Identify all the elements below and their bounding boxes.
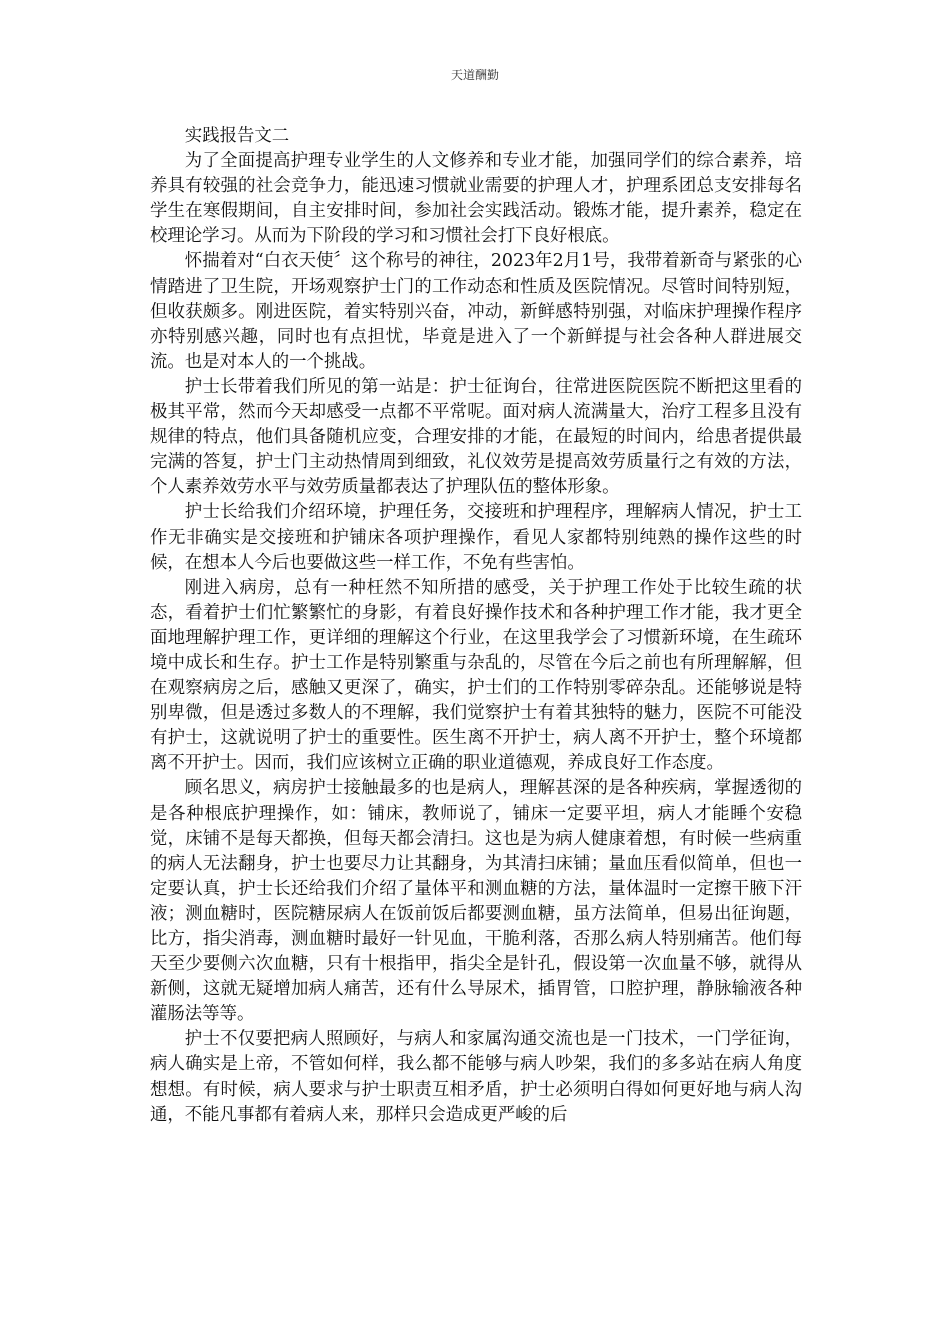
section-title: 实践报告文二 bbox=[184, 126, 290, 146]
document-body bbox=[150, 124, 802, 1128]
paragraph: 顾名思义，病房护士接触最多的也是病人，理解甚深的是各种疾病，掌握透彻的是各种根底护理操作，如：铺床，教师说了，铺床一定要平坦，病人才能睡个安稳觉，床铺不是每天都换，但每天都会清扫。这也是为病人健康着想，有时候一些病重的病人无法翻身，护士也要尽力让其翻身，为其清扫床铺；量血压看似简单，但也一定要认真，护士长还给我们介绍了量体平和测血糖的方法，量体温时一定擦干腋下汗液；测血糖时，医院糖尿病人在饭前饭后都要测血糖，虽方法简单，但易出征询题，比方，指尖消毒，测血糖时最好一针见血，干脆利落，否那么病人特别痛苦。他们每天至少要侧六次血糖，只有十根指甲，指尖全是针孔，假设第一次血量不够，就得从新侧，这就无疑增加病人痛苦，还有什么导尿术，插胃管，口腔护理，静脉输液各种灌肠法等等。 bbox=[150, 778, 802, 1025]
paragraph: 刚进入病房，总有一种枉然不知所措的感受，关于护理工作处于比较生疏的状态，看着护士们忙繁繁忙的身影，有着良好操作技术和各种护理工作才能，我才更全面地理解护理工作，更详细的理解这个行业，在这里我学会了习惯新环境，在生疏环境中成长和生存。护士工作是特别繁重与杂乱的，尽管在今后之前也有所理解解，但在观察病房之后，感触又更深了，确实，护士们的工作特别零碎杂乱。还能够说是特别卑微，但是透过多数人的不理解，我们觉察护士有着其独特的魅力，医院不可能没有护士，这就说明了护士的重要性。医生离不开护士，病人离不开护士，整个环境都离不开护士。因而，我们应该树立正确的职业道德观，养成良好工作态度。 bbox=[150, 577, 802, 774]
paragraph: 为了全面提高护理专业学生的人文修养和专业才能，加强同学们的综合素养，培养具有较强的社会竞争力，能迅速习惯就业需要的护理人才，护理系团总支安排每名学生在寒假期间，自主安排时间，参加社会实践活动。锻炼才能，提升素养，稳定在校理论学习。从而为下阶段的学习和习惯社会打下良好根底。 bbox=[150, 151, 802, 247]
paragraph: 护士长带着我们所见的第一站是：护士征询台，往常进医院医院不断把这里看的极其平常，然而今天却感受一点都不平常呢。面对病人流满量大，治疗工程多且没有规律的特点，他们具备随机应变，合理安排的才能，在最短的时间内，给患者提供最完满的答复，护士门主动热情周到细致，礼仪效劳是提高效劳质量行之有效的方法，个人素养效劳水平与效劳质量都表达了护理队伍的整体形象。 bbox=[150, 376, 802, 498]
paragraph: 护士长给我们介绍环境，护理任务，交接班和护理程序，理解病人情况，护士工作无非确实是交接班和护铺床各项护理操作，看见人家都特别纯熟的操作这些的时候，在想本人今后也要做这些一样工作，不免有些害怕。 bbox=[150, 502, 802, 573]
paragraph: 护士不仅要把病人照顾好，与病人和家属沟通交流也是一门技术，一门学征询，病人确实是上帝，不管如何样，我么都不能够与病人吵架，我们的多多站在病人角度想想。有时候，病人要求与护士职责互相矛盾，护士必须明白得如何更好地与病人沟通，不能凡事都有着病人来，那样只会造成更严峻的后 bbox=[150, 1029, 802, 1125]
paragraph: 怀揣着对“白衣天使〞这个称号的神往，2023年2月1号，我带着新奇与紧张的心情踏进了卫生院，开场观察护士门的工作动态和性质及医院情况。尽管时间特别短，但收获颇多。刚进医院，着实特别兴奋，冲动，新鲜感特别强，对临床护理操作程序亦特别感兴趣，同时也有点担忧，毕竟是进入了一个新鲜提与社会各种人群进展交流。也是对本人的一个挑战。 bbox=[150, 251, 802, 372]
page-header: 天道酬勤 bbox=[450, 68, 499, 82]
